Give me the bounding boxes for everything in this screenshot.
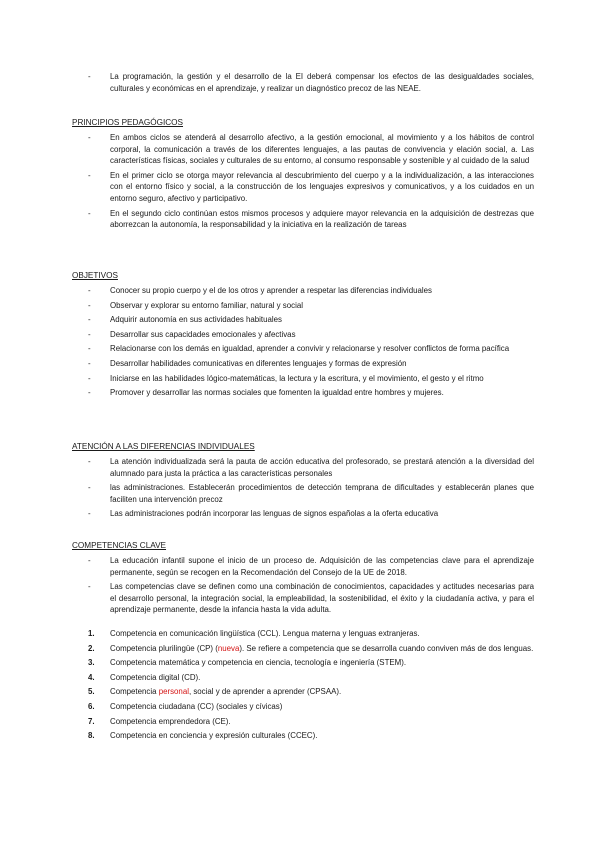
list-item: - Las administraciones podrán incorporar las lenguas de signos españolas a la oferta educativa — [88, 509, 439, 519]
list-item: - Las competencias clave se definen como una combinación de conocimientos, capacidades y actitudes necesarias para el desarrollo personal, la integración social, la empleabilidad, la sostenibilidad, el éxito y la ciudadanía activa, y para el aprendizaje permanente, desde la infancia hasta la vida adulta. — [88, 582, 534, 615]
list-item: - La atención individualizada será la pauta de acción educativa del profesorado, se prestará atención a la diversidad del alumnado para justa la práctica a las características personales — [88, 457, 534, 478]
section-heading: PRINCIPIOS PEDAGÓGICOS — [72, 118, 184, 127]
competencia-item: 7. Competencia emprendedora (CE). — [88, 716, 231, 726]
list-item: - Relacionarse con los demás en igualdad, aprender a convivir y relacionarse y resolver conflictos de forma pacífica — [88, 344, 510, 354]
list-item: - Promover y desarrollar las normas sociales que fomenten la igualdad entre hombres y mujeres. — [88, 388, 444, 398]
principios-section — [72, 117, 534, 234]
atencion-section — [72, 441, 534, 523]
section-heading: ATENCIÓN A LAS DIFERENCIAS INDIVIDUALES — [72, 442, 255, 451]
competencia-item: 2. Competencia plurilingüe (CP) (nueva). Se refiere a competencia que se desarrolla cuando conviven más de dos lenguas. — [88, 643, 534, 653]
list-item: - La educación infantil supone el inicio de un proceso de. Adquisición de las competencias clave para el aprendizaje permanente, según se recogen en la Recomendación del Consejo de la UE de 2018. — [88, 556, 534, 577]
competencias-section — [72, 540, 534, 745]
competencia-item: 5. Competencia personal, social y de aprender a aprender (CPSAA). — [88, 687, 342, 697]
competencias-list — [72, 628, 534, 742]
list-item: - Adquirir autonomía en sus actividades habituales — [88, 315, 282, 325]
highlight-text: nueva — [217, 643, 240, 653]
competencia-item: 3. Competencia matemática y competencia en ciencia, tecnología e ingeniería (STEM). — [88, 658, 407, 668]
list-item: - La programación, la gestión y el desarrollo de la EI deberá compensar los efectos de las desigualdades sociales, culturales y económicas en el aprendizaje, y realizar un diagnóstico precoz de las NEAE. — [88, 72, 534, 93]
list-item: - Desarrollar sus capacidades emocionales y afectivas — [88, 329, 296, 339]
list-item: - En ambos ciclos se atenderá al desarrollo afectivo, a la gestión emocional, al movimiento y a los hábitos de control corporal, la comunicación a través de los diferentes lenguajes, a las pautas de convivencia y elación social, a. Las características físicas, sociales y culturales de su entorno, al consumo responsable y sostenible y al cuidado de la salud — [88, 133, 534, 166]
list-item: - En el segundo ciclo continúan estos mismos procesos y adquiere mayor relevancia en la adquisición de destrezas que aborrezcan la autonomía, la responsabilidad y la iniciativa en la realización de tareas — [88, 208, 534, 230]
competencia-item: 1. Competencia en comunicación lingüística (CCL). Lengua materna y lenguas extranjeras. — [88, 628, 420, 638]
list-item: - las administraciones. Establecerán procedimientos de detección temprana de dificultades y establecerán planes que faciliten una intervención precoz — [88, 483, 534, 504]
competencia-item: 6. Competencia ciudadana (CC) (sociales y cívicas) — [88, 701, 283, 711]
list-item: - Iniciarse en las habilidades lógico-matemáticas, la lectura y la escritura, y el movimiento, el gesto y el ritmo — [88, 373, 484, 383]
intro-section — [88, 71, 534, 97]
list-item: - Desarrollar habilidades comunicativas en diferentes lenguajes y formas de expresión — [88, 358, 407, 368]
section-heading: OBJETIVOS — [72, 271, 118, 280]
competencia-item: 8. Competencia en conciencia y expresión culturales (CCEC). — [88, 731, 318, 741]
list-item: - En el primer ciclo se otorga mayor relevancia al descubrimiento del cuerpo y a la individualización, a las interacciones con el entorno físico y social, a la construcción de los lenguajes expresivos y comunicativos, y a los cuidados en un entorno seguro, afectivo y participativo. — [88, 170, 534, 203]
competencia-item: 4. Competencia digital (CD). — [88, 672, 201, 682]
list-item: - Observar y explorar su entorno familiar, natural y social — [88, 300, 303, 310]
objetivos-section — [72, 270, 534, 402]
highlight-text: personal — [158, 687, 189, 697]
section-heading: COMPETENCIAS CLAVE — [72, 541, 167, 550]
list-item: - Conocer su propio cuerpo y el de los otros y aprender a respetar las diferencias individuales — [88, 286, 432, 295]
